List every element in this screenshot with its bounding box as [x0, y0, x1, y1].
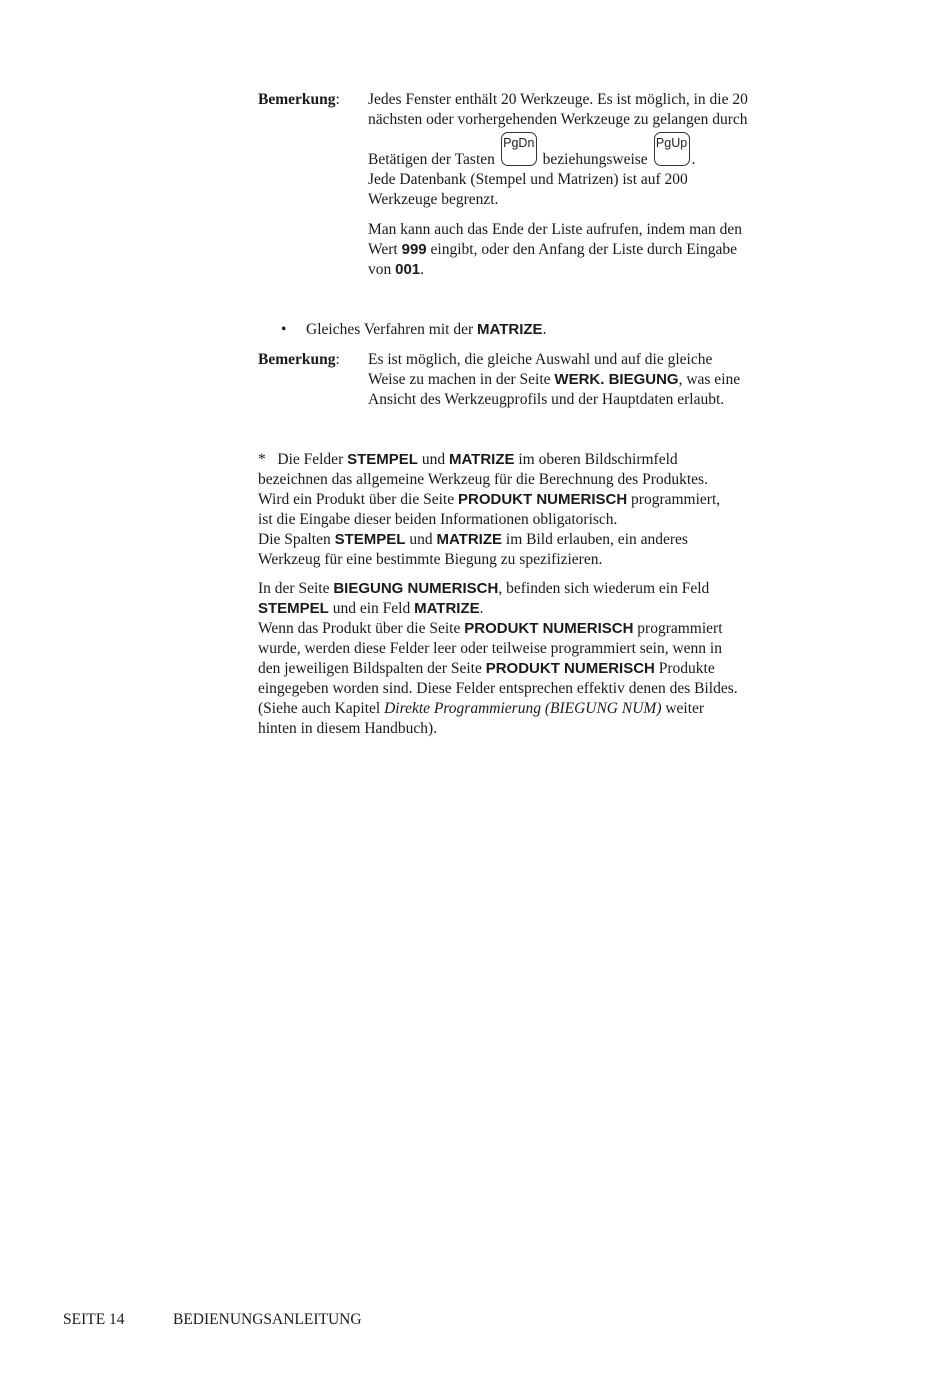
- text-line: Man kann auch das Ende der Liste aufrufen, indem man den: [368, 221, 743, 238]
- text-line: Werkzeuge begrenzt.: [368, 191, 499, 208]
- note-label-2: Bemerkung:: [258, 351, 340, 368]
- text-line: Weise zu machen in der Seite WERK. BIEGUNG, was eine: [368, 371, 741, 388]
- text-line: von 001.: [368, 261, 425, 278]
- text-line: ist die Eingabe dieser beiden Informationen obligatorisch.: [258, 511, 618, 528]
- text-line: den jeweiligen Bildspalten der Seite PRODUKT NUMERISCH Produkte: [258, 660, 715, 677]
- text-line: eingegeben worden sind. Diese Felder entsprechen effektiv denen des Bildes.: [258, 680, 738, 697]
- bullet-text: Gleiches Verfahren mit der MATRIZE.: [306, 321, 547, 338]
- biegung-paragraph: [258, 579, 798, 739]
- text-line: Es ist möglich, die gleiche Auswahl und auf die gleiche: [368, 351, 713, 368]
- text-line: bezeichnen das allgemeine Werkzeug für die Berechnung des Produktes.: [258, 471, 708, 488]
- note-2-text: [368, 350, 798, 410]
- note-1-text: [368, 90, 798, 280]
- pgdn-key-icon: PgDn: [501, 132, 537, 166]
- text-line: nächsten oder vorhergehenden Werkzeuge zu gelangen durch: [368, 111, 748, 128]
- text-line-with-keys: Betätigen der Tasten PgDn beziehungsweise PgUp .: [368, 132, 798, 170]
- footer-title: BEDIENUNGSANLEITUNG: [173, 1311, 362, 1328]
- text-line: Wird ein Produkt über die Seite PRODUKT NUMERISCH programmiert,: [258, 491, 721, 508]
- text-line: Die Spalten STEMPEL und MATRIZE im Bild erlauben, ein anderes: [258, 531, 688, 548]
- text-line: hinten in diesem Handbuch).: [258, 720, 438, 737]
- text-line: Wert 999 eingibt, oder den Anfang der Liste durch Eingabe: [368, 241, 737, 258]
- text-line: Jedes Fenster enthält 20 Werkzeuge. Es ist möglich, in die 20: [368, 91, 748, 108]
- fields-paragraph: [258, 450, 798, 570]
- text-line: Wenn das Produkt über die Seite PRODUKT NUMERISCH programmiert: [258, 620, 723, 637]
- text-line: wurde, werden diese Felder leer oder teilweise programmiert sein, wenn in: [258, 640, 722, 657]
- text-line: * Die Felder STEMPEL und MATRIZE im oberen Bildschirmfeld: [258, 451, 678, 468]
- page-number: SEITE 14: [63, 1311, 125, 1328]
- text-line: Werkzeug für eine bestimmte Biegung zu spezifizieren.: [258, 551, 603, 568]
- text-line: Ansicht des Werkzeugprofils und der Hauptdaten erlaubt.: [368, 391, 725, 408]
- text-line: In der Seite BIEGUNG NUMERISCH, befinden sich wiederum ein Feld: [258, 580, 710, 597]
- pgup-key-icon: PgUp: [654, 132, 690, 166]
- note-label-1: Bemerkung:: [258, 91, 340, 108]
- text-line: (Siehe auch Kapitel Direkte Programmierung (BIEGUNG NUM) weiter: [258, 700, 705, 717]
- bullet-dot: •: [281, 321, 287, 338]
- text-line: Jede Datenbank (Stempel und Matrizen) ist auf 200: [368, 171, 688, 188]
- text-line: STEMPEL und ein Feld MATRIZE.: [258, 600, 484, 617]
